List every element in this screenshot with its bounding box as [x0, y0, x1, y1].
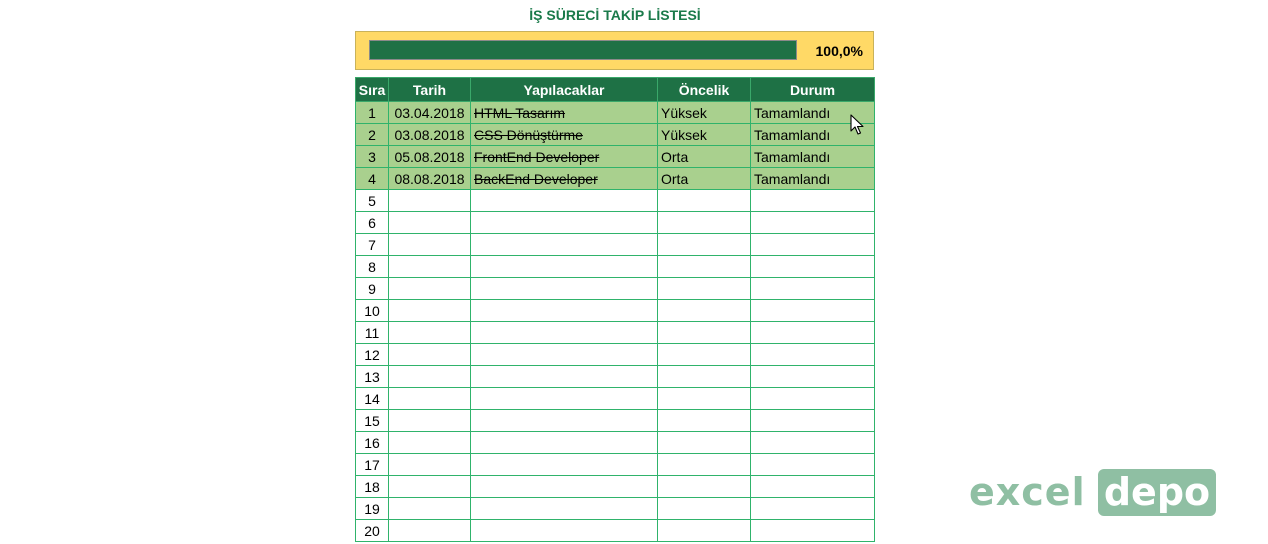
cell-sira-text: 2 — [368, 126, 376, 143]
cell-oncelik[interactable] — [658, 322, 751, 344]
column-header-tarih[interactable]: Tarih — [389, 78, 471, 102]
cell-sira-text: 1 — [368, 104, 376, 121]
table-row — [356, 322, 875, 344]
table-row — [356, 366, 875, 388]
table-row — [356, 432, 875, 454]
cell-yapilacak[interactable] — [471, 476, 658, 498]
cell-tarih-text: 08.08.2018 — [394, 170, 465, 187]
cell-yapilacak-text: HTML Tasarım — [474, 104, 566, 121]
cell-oncelik[interactable] — [658, 476, 751, 498]
cell-oncelik[interactable] — [658, 366, 751, 388]
cell-tarih[interactable] — [389, 454, 471, 476]
logo-text-depo: depo — [1103, 470, 1211, 514]
progress-panel — [355, 31, 874, 70]
cell-yapilacak[interactable] — [471, 344, 658, 366]
table-row — [356, 520, 875, 542]
cell-sira-text: 12 — [364, 346, 380, 363]
cell-oncelik-text: Yüksek — [661, 104, 707, 121]
cell-sira-text: 7 — [368, 236, 376, 253]
cell-sira[interactable] — [356, 388, 389, 410]
cell-sira-text: 17 — [364, 456, 380, 473]
logo-text-excel: excel — [969, 470, 1086, 514]
table-row — [356, 498, 875, 520]
cell-durum[interactable] — [751, 476, 875, 498]
cell-yapilacak[interactable] — [471, 410, 658, 432]
cell-tarih[interactable] — [389, 146, 471, 168]
cell-tarih[interactable] — [389, 234, 471, 256]
progress-bar-fill — [370, 41, 796, 59]
excel-depo-logo — [969, 469, 1217, 517]
table-row — [356, 190, 875, 212]
cell-yapilacak[interactable] — [471, 454, 658, 476]
cell-sira-text: 20 — [364, 522, 380, 539]
cell-durum[interactable] — [751, 168, 875, 190]
cell-yapilacak-text: FrontEnd Developer — [474, 148, 600, 165]
cell-yapilacak[interactable] — [471, 168, 658, 190]
progress-percentage: 100,0% — [815, 43, 863, 59]
cell-sira[interactable] — [356, 322, 389, 344]
cell-sira-text: 15 — [364, 412, 380, 429]
cell-durum[interactable] — [751, 300, 875, 322]
cell-tarih[interactable] — [389, 256, 471, 278]
cell-oncelik[interactable] — [658, 432, 751, 454]
cell-sira[interactable] — [356, 366, 389, 388]
cell-tarih[interactable] — [389, 410, 471, 432]
cell-yapilacak[interactable] — [471, 256, 658, 278]
cell-yapilacak[interactable] — [471, 432, 658, 454]
cell-yapilacak[interactable] — [471, 124, 658, 146]
cell-yapilacak[interactable] — [471, 498, 658, 520]
cell-yapilacak[interactable] — [471, 300, 658, 322]
cell-oncelik[interactable] — [658, 520, 751, 542]
cell-oncelik-text: Orta — [661, 170, 689, 187]
cell-durum[interactable] — [751, 190, 875, 212]
cell-yapilacak-text: CSS Dönüştürme — [474, 126, 583, 143]
cell-tarih[interactable] — [389, 520, 471, 542]
mouse-pointer-icon — [850, 114, 864, 136]
cell-sira[interactable] — [356, 256, 389, 278]
logo-depo-badge — [1098, 469, 1216, 516]
cell-sira-text: 13 — [364, 368, 380, 385]
cell-yapilacak[interactable] — [471, 234, 658, 256]
cell-oncelik-text: Orta — [661, 148, 689, 165]
cell-oncelik[interactable] — [658, 102, 751, 124]
table-row — [356, 344, 875, 366]
cell-sira[interactable] — [356, 344, 389, 366]
cell-sira[interactable] — [356, 168, 389, 190]
cell-durum[interactable] — [751, 388, 875, 410]
cell-sira[interactable] — [356, 454, 389, 476]
cell-sira-text: 9 — [368, 280, 376, 297]
cell-sira-text: 8 — [368, 258, 376, 275]
cell-durum[interactable] — [751, 234, 875, 256]
cell-sira-text: 3 — [368, 148, 376, 165]
cell-oncelik[interactable] — [658, 388, 751, 410]
table-row — [356, 278, 875, 300]
cell-tarih[interactable] — [389, 366, 471, 388]
table-row — [356, 124, 875, 146]
cell-yapilacak[interactable] — [471, 146, 658, 168]
cell-tarih[interactable] — [389, 322, 471, 344]
cell-oncelik[interactable] — [658, 454, 751, 476]
page-title: İŞ SÜRECİ TAKİP LİSTESİ — [529, 7, 701, 23]
cell-yapilacak[interactable] — [471, 102, 658, 124]
table-row — [356, 212, 875, 234]
cell-sira[interactable] — [356, 520, 389, 542]
cell-yapilacak[interactable] — [471, 190, 658, 212]
cell-sira-text: 16 — [364, 434, 380, 451]
cell-tarih[interactable] — [389, 498, 471, 520]
cell-yapilacak-text: BackEnd Developer — [474, 170, 598, 187]
cell-sira-text: 19 — [364, 500, 380, 517]
cell-oncelik[interactable] — [658, 168, 751, 190]
cell-oncelik[interactable] — [658, 300, 751, 322]
cell-sira[interactable] — [356, 212, 389, 234]
table-row — [356, 454, 875, 476]
cell-oncelik-text: Yüksek — [661, 126, 707, 143]
cell-durum[interactable] — [751, 366, 875, 388]
cell-sira-text: 10 — [364, 302, 380, 319]
cell-sira[interactable] — [356, 476, 389, 498]
task-table — [355, 77, 875, 542]
cell-durum-text: Tamamlandı — [754, 170, 831, 187]
cell-yapilacak[interactable] — [471, 366, 658, 388]
cell-sira-text: 18 — [364, 478, 380, 495]
cell-durum[interactable] — [751, 498, 875, 520]
column-header-yapilacaklar[interactable]: Yapılacaklar — [471, 78, 658, 102]
cell-sira[interactable] — [356, 498, 389, 520]
cell-tarih[interactable] — [389, 168, 471, 190]
table-row — [356, 168, 875, 190]
cell-durum[interactable] — [751, 410, 875, 432]
cell-durum[interactable] — [751, 212, 875, 234]
cell-durum[interactable] — [751, 432, 875, 454]
cell-tarih[interactable] — [389, 212, 471, 234]
cell-sira[interactable] — [356, 234, 389, 256]
cell-sira[interactable] — [356, 300, 389, 322]
cell-tarih[interactable] — [389, 278, 471, 300]
column-header-oncelik[interactable]: Öncelik — [658, 78, 751, 102]
cell-oncelik[interactable] — [658, 234, 751, 256]
table-row — [356, 476, 875, 498]
table-row — [356, 234, 875, 256]
cell-sira[interactable] — [356, 432, 389, 454]
cell-durum[interactable] — [751, 278, 875, 300]
cell-oncelik[interactable] — [658, 498, 751, 520]
cell-oncelik[interactable] — [658, 212, 751, 234]
cell-yapilacak[interactable] — [471, 388, 658, 410]
cell-oncelik[interactable] — [658, 256, 751, 278]
cell-oncelik[interactable] — [658, 146, 751, 168]
cell-tarih-text: 03.04.2018 — [394, 104, 465, 121]
cell-durum[interactable] — [751, 146, 875, 168]
cell-oncelik[interactable] — [658, 190, 751, 212]
table-row — [356, 300, 875, 322]
column-header-sira[interactable]: Sıra — [356, 78, 389, 102]
table-header-row — [356, 78, 875, 102]
cell-sira[interactable] — [356, 102, 389, 124]
progress-bar — [369, 40, 797, 60]
cell-yapilacak[interactable] — [471, 322, 658, 344]
cell-tarih[interactable] — [389, 432, 471, 454]
table-row — [356, 410, 875, 432]
cell-yapilacak[interactable] — [471, 212, 658, 234]
cell-durum-text: Tamamlandı — [754, 148, 831, 165]
cell-tarih[interactable] — [389, 190, 471, 212]
table-row — [356, 102, 875, 124]
cell-yapilacak[interactable] — [471, 278, 658, 300]
cell-durum[interactable] — [751, 520, 875, 542]
cell-tarih[interactable] — [389, 300, 471, 322]
cell-durum[interactable] — [751, 344, 875, 366]
task-table-body — [356, 102, 875, 542]
table-row — [356, 388, 875, 410]
column-header-durum[interactable]: Durum — [751, 78, 875, 102]
cell-durum-text: Tamamlandı — [754, 104, 831, 121]
cell-tarih[interactable] — [389, 344, 471, 366]
cell-oncelik[interactable] — [658, 410, 751, 432]
cell-durum-text: Tamamlandı — [754, 126, 831, 143]
cell-sira[interactable] — [356, 124, 389, 146]
cell-sira[interactable] — [356, 146, 389, 168]
cell-sira[interactable] — [356, 410, 389, 432]
cell-sira[interactable] — [356, 190, 389, 212]
cell-sira-text: 5 — [368, 192, 376, 209]
cell-tarih[interactable] — [389, 388, 471, 410]
cell-yapilacak[interactable] — [471, 520, 658, 542]
cell-tarih-text: 03.08.2018 — [394, 126, 465, 143]
cell-durum[interactable] — [751, 256, 875, 278]
cell-tarih[interactable] — [389, 124, 471, 146]
cell-oncelik[interactable] — [658, 344, 751, 366]
cell-tarih-text: 05.08.2018 — [394, 148, 465, 165]
cell-sira-text: 4 — [368, 170, 376, 187]
cell-durum[interactable] — [751, 454, 875, 476]
table-row — [356, 256, 875, 278]
table-row — [356, 146, 875, 168]
cell-sira-text: 11 — [364, 324, 380, 341]
cell-durum[interactable] — [751, 322, 875, 344]
cell-oncelik[interactable] — [658, 124, 751, 146]
cell-sira-text: 14 — [364, 390, 380, 407]
cell-tarih[interactable] — [389, 102, 471, 124]
cell-sira-text: 6 — [368, 214, 376, 231]
cell-sira[interactable] — [356, 278, 389, 300]
cell-tarih[interactable] — [389, 476, 471, 498]
cell-oncelik[interactable] — [658, 278, 751, 300]
